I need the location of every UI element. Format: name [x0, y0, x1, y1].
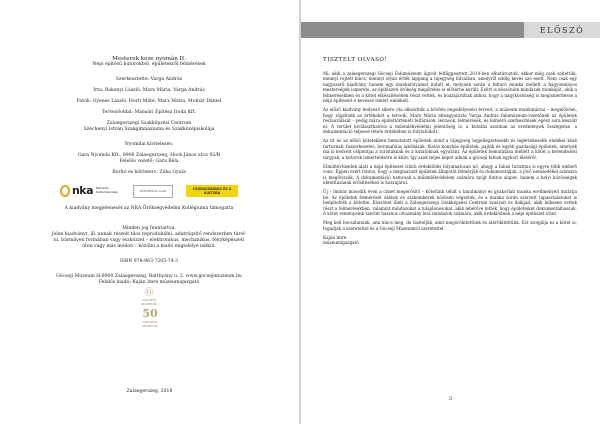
isbn: ISBN 978-963-7205-74-3 — [119, 259, 179, 264]
publisher-line: Felelős kiadó: Kaján Imre múzeumigazgató — [98, 280, 200, 285]
authors-credit: Írta: Bakonyi László, Marx Mária, Varga András — [93, 88, 205, 93]
paragraph: Az itt és az előző kötetekben bemutatott épületek mind a tájegység legjellegzetesebb és legértékesebb emlékei közé tartoznak: faszerkezetes, boronafalas lakóházak, füstös konyhás épületek, pajták és egyéb gazdasági épületek, amelyek ma is kedvelt célpontjai a turistáknak és a kutatóknak egyaránt. Az épületek bemutatása mellett a kötet a berendezési tárgyak, a bútorok ismertetésére is kitér, így azok teljes képet adnak a göcseji falvak egykori életéről. — [323, 138, 577, 160]
signature-title: múzeumigazgató — [323, 240, 359, 246]
institution-line: Zalaegerszegi Szakképzési Centrum — [106, 121, 192, 126]
right-page — [301, 0, 600, 424]
nka-ring-icon — [60, 185, 70, 197]
rights-line: Jelen kiadványt, ill. annak részeit tilos reprodukálni, adatrögzítő rendszerben tárol- — [51, 232, 247, 237]
paragraph: Elmúltévtizedek alatt a népi építészet iránti érdeklődés folyamatosan nő, ahogy a falusi turizmus is egyre több embert vonz. Éppen ezért fontos, hogy a megmaradt épületek állapotát felmérjük és dokumentáljuk, a jövő nemzedékei számára is megőrizzük. A dokumentáció nemcsak a műemlékvédelem számára nyújt fontos alapot, hanem a helyi közösségek identitásának erősítéséhez is hozzájárul. — [323, 163, 577, 186]
sponsor-logos — [34, 176, 264, 206]
imprint-block — [34, 56, 264, 330]
greeting: TISZTELT OLVASÓ! — [323, 57, 388, 63]
series-title: Mesterek keze nyomán II. — [112, 56, 186, 62]
rights-line: ni, bármilyen formában vagy eszközzel – elektronikus, mechanikus, fényképészeti — [53, 238, 245, 243]
printer-head: Felelős vezető: Gara Béla — [119, 159, 179, 164]
printer-label: Nyomdai kivitelezés: — [124, 142, 174, 147]
support-note: A kiadvány megjelenését az NKA Örökségvédelmi Kollégiuma támogatta — [64, 206, 234, 211]
place-year: Zalaegerszeg, 2018 — [126, 389, 173, 394]
paragraph: Az előző kiadvány kedvező sikere óta elkezdtük a bővítés engedélyezési terveit, a múzeum munkatársai – megelőzően, hogy rögzítsék az értékeket a terveik, Marx Mária elmagyarázta Varga András falumúzeum-vezetőnek az épületek restaurálását – pedig mára épülettörténeti feltárások, leírások, felmérések, és felmérő szerkesztések egész sora készült el. A terület kiválaszthatóvá a műemlékvédelmi jelentőség is, a kutatás azonban az eredmények összegzése, a dokumentáció teljessé tétele érdekében is folytatódott. — [323, 107, 577, 135]
institution-line: Széchenyi István Szakgimnáziuma és Szakközépiskolája — [83, 127, 215, 132]
chapter-header-band — [301, 22, 600, 38]
photos-credit: Fotók: Gyenes László, Horti Máté, Marx Mária, Molnár Dániel — [76, 99, 222, 104]
printer-address: Gara Nyomda Kft., 8900 Zalaegerszeg, Hock János utca 92/B — [77, 153, 221, 158]
series-subtitle: Népi építésű bútorokból, épületekről felmérések — [92, 62, 206, 67]
design-credit: Tervezőoldal: Mansári Építész Iroda Kft. — [101, 110, 197, 115]
gocseji-muzeum-logo: Ⓖ GÖCSEJI MÚZEUM — [141, 288, 157, 306]
nka-logo: nka Nemzeti Kulturális Alap — [60, 180, 122, 202]
signature-name: Kaján Imre — [323, 234, 347, 240]
paragraph: Meg kell bocsátanunk, ami nincs meg, de tiszteljük, amit megörökítettünk és átörökítettünk. Ezt szolgálja ez a kötet is, fogadják a szeretettel és a Göcseji Múzeumtól szeretettel. — [323, 220, 577, 231]
rights-line: úton vagy más módon – közölni a kiadó engedélye nélkül. — [82, 244, 216, 249]
chapter-title: ELŐSZÓ — [524, 22, 600, 38]
page-number: 3 — [448, 396, 453, 402]
kulturalis-alap-logo: KULTURÁLIS ALAP — [130, 180, 176, 202]
paragraph: Mi, akik a zalaegerszegi Göcseji Falumúzeum ügyeit felfüggesztett 2014-ben elhatároztuk, akkor még csak sejtettük, mennyi rejtett kincs, mennyi olyan érték lappang a tájegység falvaiban, amelyről eddig kevés szó esett. Nem csak egy nagyszerű kiadvány, hanem egy munkafolyamat indult el, melynek során a feltáró munka mellett a hagyományos mesterségek ismerete, az építészeti örökség megőrzése is előtérbe került. Ezért is köszönöm mindazok munkáját, akik a felmérésekben és a kötet elkészítésében részt vettek, és hozzájárultak ahhoz, hogy a nagyközönség is megismerhesse a népi építészet e kevéssé ismert emlékeit. — [323, 70, 577, 104]
left-page — [0, 0, 299, 424]
anniversary-logo: 50 GÖCSEJI MÚZEUM — [142, 307, 158, 328]
paragraph: Új – immár második éven a címet megerősítő – kötetünk tehát a tanulmányi és gyakorlati munka eredményeit mutatja be. Az épületek felmérését diákok és szakemberek közösen végezték, és a munka során szerzett tapasztalatokat is beépítették a kötetbe. Köszönet illeti a Zalaegerszegi Szakképzési Centrum tanárait és diákjait, akik lelkesen vettek részt a felmérésekben, valamint mindazokat a tulajdonosokat, akik lehetővé tették, hogy épületeiket dokumentálhassuk. A kötet reményeink szerint hasznos olvasmány lesz mindazok számára, akik érdeklődnek a népi építészet iránt. — [323, 189, 577, 217]
museum-logos — [34, 286, 264, 330]
rights-line: Minden jog fenntartva. — [122, 226, 176, 231]
csodaszarvas-logo: CSODASZARVAS ÉS A KULTÚRA — [184, 180, 240, 202]
foreword-text — [323, 58, 577, 246]
cover-credit: Borító és kötésterv: Zóka Gyula — [112, 170, 186, 175]
editor-credit: Szerkesztette: Varga András — [115, 77, 183, 82]
publisher-line: Göcseji Múzeum H-8900 Zalaegerszeg, Batthyány u. 2. www.gocsejimuzeum.hu — [56, 274, 242, 279]
